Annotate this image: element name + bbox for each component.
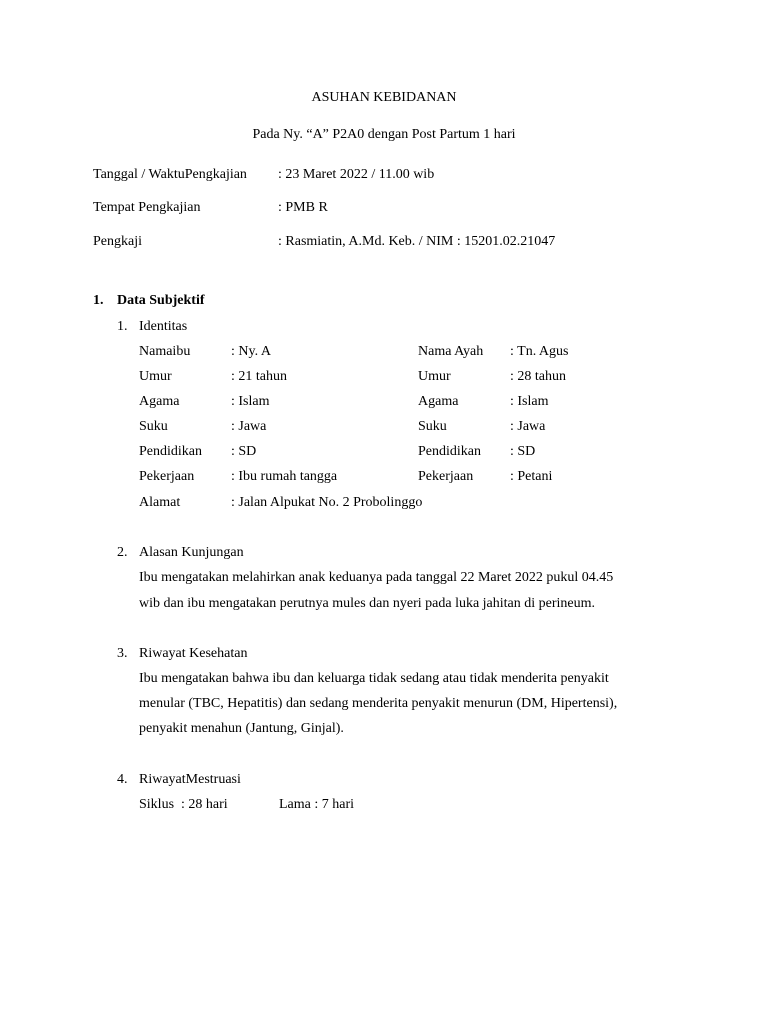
identity-label: Umur [418,369,451,384]
subsection-title: Alasan Kunjungan [139,545,244,560]
identity-value: : Jawa [510,419,546,434]
subsection-title: Riwayat Kesehatan [139,646,248,661]
identity-value: : 21 tahun [231,369,287,384]
header-label-tempat: Tempat Pengkajian [93,200,201,215]
identity-label: Pendidikan [418,444,481,459]
identity-value: : SD [231,444,257,459]
identity-value: : Islam [231,394,270,409]
identity-label: Pendidikan [139,444,202,459]
paragraph-line: penyakit menahun (Jantung, Ginjal). [139,721,344,736]
subsection-number: 2. [117,545,128,560]
paragraph-line: menular (TBC, Hepatitis) dan sedang menderita penyakit menurun (DM, Hipertensi), [139,696,618,711]
paragraph-line: wib dan ibu mengatakan perutnya mules dan nyeri pada luka jahitan di perineum. [139,596,596,611]
identity-label-alamat: Alamat [139,495,181,510]
paragraph-line: Ibu mengatakan melahirkan anak keduanya pada tanggal 22 Maret 2022 pukul 04.45 [139,570,614,585]
identity-value: : Jawa [231,419,267,434]
section-title: Data Subjektif [117,293,205,308]
header-value-tempat: : PMB R [278,200,328,215]
identity-value: : 28 tahun [510,369,566,384]
subsection-number: 4. [117,772,128,787]
paragraph-line: Ibu mengatakan bahwa ibu dan keluarga tidak sedang atau tidak menderita penyakit [139,671,609,686]
identity-value: : Tn. Agus [510,344,569,359]
identity-value: : Islam [510,394,549,409]
identity-label: Nama Ayah [418,344,484,359]
lama-text: Lama : 7 hari [279,797,355,812]
header-value-pengkaji: : Rasmiatin, A.Md. Keb. / NIM : 15201.02.21047 [278,234,556,249]
identity-label: Pekerjaan [418,469,474,484]
subsection-number: 1. [117,319,128,334]
identity-label: Agama [418,394,459,409]
siklus-text: Siklus : 28 hari [139,797,228,812]
identity-label: Namaibu [139,344,191,359]
identity-value-alamat: : Jalan Alpukat No. 2 Probolinggo [231,495,423,510]
identity-value: : Ny. A [231,344,271,359]
document-title: ASUHAN KEBIDANAN [311,90,457,105]
header-label-tanggal: Tanggal / WaktuPengkajian [93,167,247,182]
header-value-tanggal: : 23 Maret 2022 / 11.00 wib [278,167,435,182]
identity-value: : Ibu rumah tangga [231,469,338,484]
subsection-title: Identitas [139,319,188,334]
identity-label: Agama [139,394,180,409]
identity-label: Umur [139,369,172,384]
section-number: 1. [93,293,104,308]
identity-label: Pekerjaan [139,469,195,484]
identity-value: : SD [510,444,536,459]
subsection-number: 3. [117,646,128,661]
identity-label: Suku [418,419,447,434]
document-subtitle: Pada Ny. “A” P2A0 dengan Post Partum 1 hari [252,127,516,142]
identity-label: Suku [139,419,168,434]
header-label-pengkaji: Pengkaji [93,234,142,249]
identity-value: : Petani [510,469,553,484]
subsection-title: RiwayatMestruasi [139,772,241,787]
